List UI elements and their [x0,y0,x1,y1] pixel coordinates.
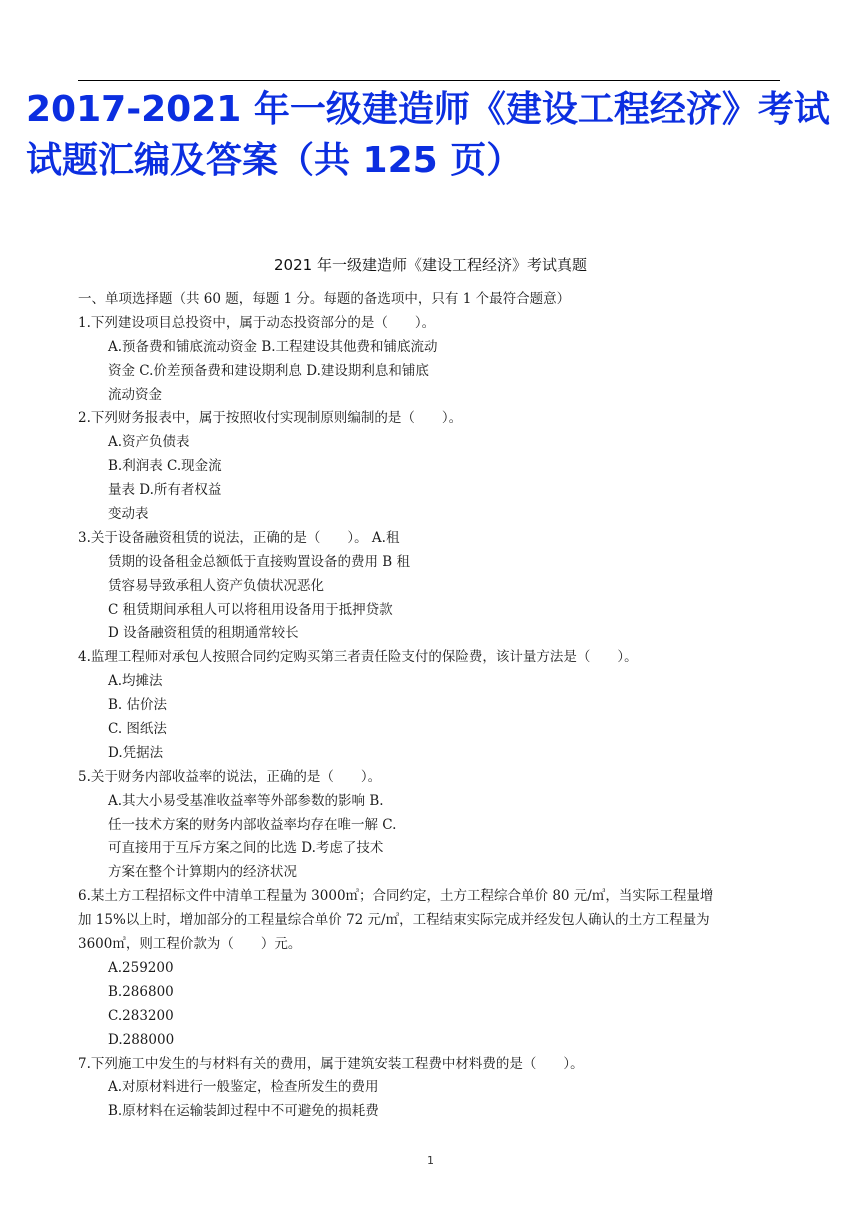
section-header: 一、单项选择题（共 60 题，每题 1 分。每题的备选项中，只有 1 个最符合题意） [78,291,571,307]
question-stem: 5.关于财务内部收益率的说法，正确的是（ ）。 [78,768,382,785]
option-line: A.预备费和铺底流动资金 B.工程建设其他费和铺底流动 [108,338,438,355]
question-stem-line-1: 6.某土方工程招标文件中清单工程量为 3000㎥；合同约定，土方工程综合单价 80 元/㎥，当实际工程量增 [78,888,714,905]
option-b: B.原材料在运输装卸过程中不可避免的损耗费 [108,1103,379,1120]
option-d: D.288000 [108,1031,175,1048]
question-stem: 1.下列建设项目总投资中，属于动态投资部分的是（ ）。 [78,314,436,331]
question-stem-line-2: 加 15%以上时，增加部分的工程量综合单价 72 元/㎥，工程结束实际完成并经发包人确认的土方工程量为 [78,912,710,929]
option-line: 方案在整个计算期内的经济状况 [108,864,297,881]
question-2 [78,407,790,526]
option-line: A.其大小易受基准收益率等外部参数的影响 B. [108,792,384,809]
question-stem: 3.关于设备融资租赁的说法，正确的是（ ）。 A.租 [78,529,400,546]
question-1 [78,312,790,408]
option-b: B. 估价法 [108,697,168,714]
header-rule [78,80,780,81]
question-7 [78,1053,790,1125]
option-line: 任一技术方案的财务内部收益率均存在唯一解 C. [108,816,397,833]
document-title [26,84,846,186]
option-c: C. 图纸法 [108,721,167,738]
page-number: 1 [427,1154,434,1167]
option-line: 变动表 [108,506,149,523]
option-line: 量表 D.所有者权益 [108,482,222,499]
option-line: 可直接用于互斥方案之间的比选 D.考虑了技术 [108,840,384,857]
exam-body [78,288,790,1124]
option-a: A.对原材料进行一般鉴定，检查所发生的费用 [108,1079,379,1096]
option-a: A.259200 [108,959,174,976]
question-6 [78,885,790,1052]
document-title-line-2: 试题汇编及答案（共 125 页） [26,140,523,181]
option-line: D 设备融资租赁的租期通常较长 [108,625,299,642]
option-line: C 租赁期间承租人可以将租用设备用于抵押贷款 [108,601,393,618]
option-a: A.均摊法 [108,673,163,690]
question-stem-line-3: 3600㎥，则工程价款为（ ）元。 [78,936,302,953]
option-line: 赁期的设备租金总额低于直接购置设备的费用 B 租 [108,553,411,570]
question-stem: 2.下列财务报表中，属于按照收付实现制原则编制的是（ ）。 [78,410,463,427]
option-line: 流动资金 [108,386,162,403]
option-line: 赁容易导致承租人资产负债状况恶化 [108,577,324,594]
document-title-line-1: 2017-2021 年一级建造师《建设工程经济》考试 [26,89,830,130]
option-d: D.凭据法 [108,744,164,761]
option-c: C.283200 [108,1007,174,1024]
option-line: 资金 C.价差预备费和建设期利息 D.建设期利息和铺底 [108,362,429,379]
option-b: B.286800 [108,983,174,1000]
question-3 [78,527,790,646]
question-stem: 7.下列施工中发生的与材料有关的费用，属于建筑安装工程费中材料费的是（ ）。 [78,1055,584,1072]
option-line: B.利润表 C.现金流 [108,458,222,475]
option-line: A.资产负债表 [108,434,190,451]
question-stem: 4.监理工程师对承包人按照合同约定购买第三者责任险支付的保险费，该计量方法是（ ）。 [78,649,638,666]
exam-subtitle: 2021 年一级建造师《建设工程经济》考试真题 [274,256,587,274]
question-5 [78,766,790,885]
question-4 [78,646,790,765]
